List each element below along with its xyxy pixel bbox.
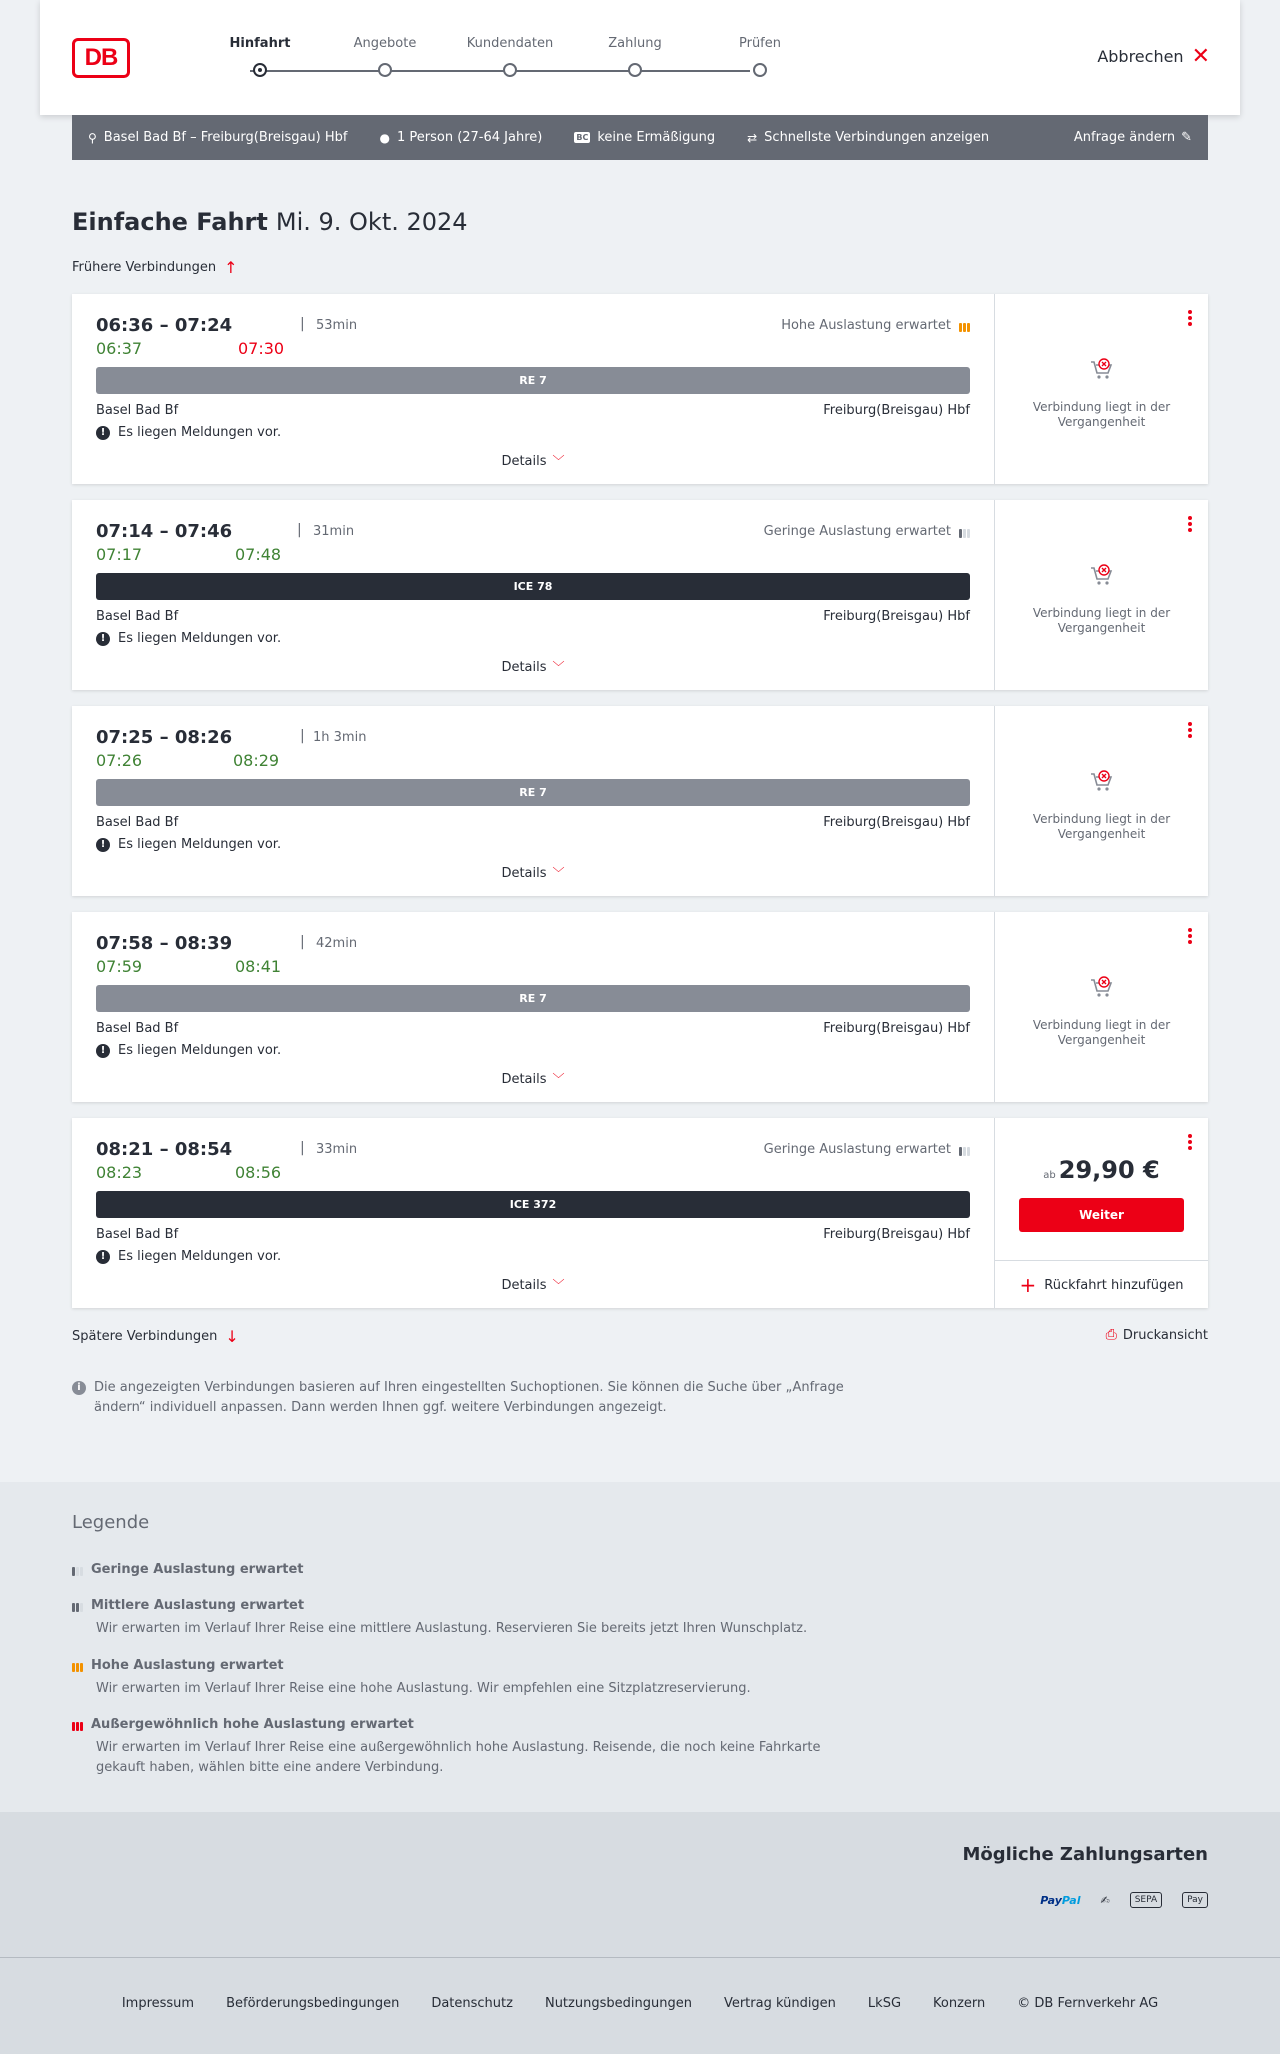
footer-link-konzern[interactable]: Konzern [933, 1996, 986, 2011]
realtime-arrival: 07:30 [238, 339, 285, 358]
notice-text: Es liegen Meldungen vor. [118, 1249, 282, 1264]
destination-station: Freiburg(Breisgau) Hbf [823, 1021, 970, 1036]
legend-item-exceptional [72, 1717, 852, 1778]
alert-icon: ! [96, 1250, 110, 1264]
step-dot [753, 63, 767, 77]
step-kundendaten [450, 36, 570, 51]
separator: | [300, 934, 305, 950]
travel-duration: 42min [316, 936, 358, 951]
scheduled-times: 07:14 – 07:46 [96, 521, 233, 542]
step-angebote [325, 36, 445, 51]
printer-icon: ⎙ [1105, 1327, 1117, 1343]
step-dot [253, 63, 267, 77]
connection-card[interactable] [72, 706, 1208, 896]
travel-duration: 53min [316, 318, 358, 333]
footer-link-vertrag-kuendigen[interactable]: Vertrag kündigen [723, 1996, 836, 2011]
step-pruefen [700, 36, 820, 51]
separator: | [300, 728, 305, 744]
fastest-text: Schnellste Verbindungen anzeigen [764, 130, 990, 145]
apple-pay-label: Pay [1187, 1895, 1203, 1905]
route-summary [88, 130, 347, 145]
details-label: Details [501, 866, 547, 881]
separator: | [300, 1140, 305, 1156]
realtime-departure: 07:26 [96, 751, 143, 770]
apple-pay-icon [1182, 1892, 1208, 1908]
progress-line [250, 70, 750, 72]
price-display [995, 1156, 1208, 1184]
occupancy-high-icon [72, 1660, 83, 1672]
print-view-link[interactable] [1106, 1327, 1208, 1343]
notice [96, 837, 281, 852]
destination-station: Freiburg(Breisgau) Hbf [823, 815, 970, 830]
chevron-down-icon: ﹀ [552, 866, 565, 880]
info-icon: i [72, 1381, 86, 1395]
train-bar: RE 7 [96, 779, 970, 806]
origin-station: Basel Bad Bf [96, 1227, 179, 1242]
footer-links [0, 1996, 1280, 2011]
connection-card[interactable] [72, 1118, 1208, 1308]
info-note [72, 1378, 852, 1418]
destination-station: Freiburg(Breisgau) Hbf [823, 609, 970, 624]
chevron-down-icon: ﹀ [552, 1278, 565, 1292]
close-icon: ✕ [1191, 43, 1210, 69]
scheduled-times: 06:36 – 07:24 [96, 315, 233, 336]
legend-item-title: Mittlere Auslastung erwartet [91, 1598, 305, 1613]
step-dot [503, 63, 517, 77]
travel-duration: 31min [313, 524, 355, 539]
step-hinfahrt[interactable] [200, 36, 320, 51]
offer-panel [995, 1118, 1208, 1308]
plus-icon: + [1019, 1273, 1037, 1297]
connection-details [72, 500, 995, 690]
connection-card[interactable] [72, 294, 1208, 484]
legend-item-text: Wir erwarten im Verlauf Ihrer Reise eine hohe Auslastung. Wir empfehlen eine Sitzplatzreservierung. [96, 1681, 751, 1696]
notice-text: Es liegen Meldungen vor. [118, 837, 282, 852]
origin-station: Basel Bad Bf [96, 1021, 179, 1036]
earlier-connections-link[interactable] [72, 258, 238, 277]
details-toggle[interactable] [72, 1276, 994, 1293]
occupancy-info [764, 1142, 970, 1157]
connection-details [72, 1118, 995, 1308]
footer [0, 1957, 1280, 2054]
notice [96, 425, 281, 440]
step-dot [378, 63, 392, 77]
occupancy-low-icon [959, 1144, 970, 1156]
offer-panel [995, 706, 1208, 896]
occupancy-medium-icon [72, 1600, 83, 1612]
bahncard-icon: BC [576, 133, 589, 142]
realtime-departure: 07:17 [96, 545, 143, 564]
paypal-label-a: Pay [1040, 1893, 1062, 1907]
footer-link-impressum[interactable]: Impressum [121, 1996, 195, 2011]
later-label: Spätere Verbindungen [72, 1329, 218, 1344]
footer-link-befoerderungsbedingungen[interactable]: Beförderungsbedingungen [226, 1996, 400, 2011]
occupancy-low-icon [959, 526, 970, 538]
more-options-icon[interactable] [1188, 1134, 1192, 1152]
separator: | [300, 316, 305, 332]
booking-progress [200, 36, 781, 86]
notice [96, 1043, 281, 1058]
scheduled-times: 07:25 – 08:26 [96, 727, 233, 748]
details-toggle[interactable] [72, 658, 994, 675]
paypal-icon [1040, 1894, 1080, 1907]
destination-station: Freiburg(Breisgau) Hbf [823, 403, 970, 418]
alert-icon: ! [96, 1044, 110, 1058]
legend-item-text: Wir erwarten im Verlauf Ihrer Reise eine außergewöhnlich hohe Auslastung. Reisende, die noch keine Fahrkarte gekauft haben, wählen bitte eine andere Verbindung. [96, 1740, 821, 1775]
step-zahlung [575, 36, 695, 51]
later-connections-link[interactable] [72, 1327, 239, 1346]
route-text: Basel Bad Bf – Freiburg(Breisgau) Hbf [103, 130, 348, 145]
notice-text: Es liegen Meldungen vor. [118, 425, 282, 440]
more-options-icon[interactable] [1188, 722, 1192, 740]
details-label: Details [501, 660, 547, 675]
past-connection-text: Verbindung liegt in der Vergangenheit [1032, 1018, 1171, 1047]
db-logo[interactable]: DB [72, 38, 130, 78]
details-label: Details [501, 1278, 547, 1293]
travel-duration: 1h 3min [313, 730, 367, 745]
more-options-icon[interactable] [1188, 928, 1192, 946]
paypal-label-b: Pal [1061, 1893, 1081, 1907]
offer-panel [995, 294, 1208, 484]
pencil-icon: ✎ [1181, 130, 1192, 145]
legend-title: Legende [72, 1512, 150, 1533]
earlier-label: Frühere Verbindungen [72, 260, 217, 275]
occupancy-text: Geringe Auslastung erwartet [763, 1142, 951, 1157]
persons-text: 1 Person (27-64 Jahre) [396, 130, 543, 145]
more-options-icon[interactable] [1188, 310, 1192, 328]
connection-card[interactable] [72, 500, 1208, 690]
print-label: Druckansicht [1122, 1327, 1208, 1343]
past-connection-text: Verbindung liegt in der Vergangenheit [1032, 812, 1171, 841]
add-return-label: Rückfahrt hinzufügen [1044, 1277, 1184, 1293]
cart-unavailable-icon [1089, 356, 1115, 382]
footer-copyright: © DB Fernverkehr AG [1017, 1996, 1159, 2011]
realtime-arrival: 07:48 [235, 545, 282, 564]
realtime-departure: 08:23 [96, 1163, 143, 1182]
chevron-down-icon: ﹀ [552, 1072, 565, 1086]
occupancy-high-icon [959, 320, 970, 332]
realtime-arrival: 08:41 [235, 957, 282, 976]
payment-methods-section [0, 1812, 1280, 1957]
past-connection-text: Verbindung liegt in der Vergangenheit [1032, 606, 1171, 635]
swap-arrows-icon: ⇄ [747, 130, 758, 145]
offer-panel [995, 912, 1208, 1102]
realtime-departure: 06:37 [96, 339, 143, 358]
occupancy-exceptional-icon [72, 1719, 83, 1731]
step-label: Hinfahrt [229, 36, 291, 51]
price-amount: 29,90 € [1058, 1156, 1160, 1184]
legend-item-low [72, 1562, 852, 1577]
legend-item-text: Wir erwarten im Verlauf Ihrer Reise eine mittlere Auslastung. Reservieren Sie bereits jetzt Ihren Wunschplatz. [96, 1621, 808, 1636]
connection-details [72, 706, 995, 896]
notice-text: Es liegen Meldungen vor. [118, 631, 282, 646]
fastest-summary [747, 130, 989, 145]
details-label: Details [501, 454, 547, 469]
sepa-icon: SEPA [1130, 1892, 1162, 1908]
step-label: Zahlung [608, 36, 662, 51]
continue-button[interactable]: Weiter [1019, 1198, 1184, 1232]
footer-link-nutzungsbedingungen[interactable]: Nutzungsbedingungen [544, 1996, 692, 2011]
legend-section [0, 1482, 1280, 1812]
details-toggle[interactable] [72, 864, 994, 881]
discount-text: keine Ermäßigung [597, 130, 716, 145]
occupancy-low-icon [72, 1564, 83, 1576]
legend-item-title: Geringe Auslastung erwartet [91, 1562, 304, 1577]
occupancy-text: Hohe Auslastung erwartet [781, 318, 951, 333]
legend-item-title: Außergewöhnlich hohe Auslastung erwartet [91, 1717, 414, 1732]
chevron-down-icon: ﹀ [552, 454, 565, 468]
connection-details [72, 912, 995, 1102]
location-pin-icon: ⚲ [88, 130, 97, 145]
connection-card[interactable] [72, 912, 1208, 1102]
alert-icon: ! [96, 632, 110, 646]
train-bar: ICE 78 [96, 573, 970, 600]
cart-unavailable-icon [1089, 768, 1115, 794]
train-bar: RE 7 [96, 985, 970, 1012]
footer-link-datenschutz[interactable]: Datenschutz [431, 1996, 513, 2011]
cancel-button[interactable] [1097, 43, 1210, 69]
scheduled-times: 07:58 – 08:39 [96, 933, 233, 954]
cart-unavailable-icon [1089, 562, 1115, 588]
legend-item-title: Hohe Auslastung erwartet [91, 1658, 284, 1673]
chevron-down-icon: ﹀ [552, 660, 565, 674]
details-toggle[interactable] [72, 1070, 994, 1087]
more-options-icon[interactable] [1188, 516, 1192, 534]
separator: | [297, 522, 302, 538]
realtime-arrival: 08:29 [233, 751, 280, 770]
price-prefix: ab [1043, 1170, 1056, 1181]
destination-station: Freiburg(Breisgau) Hbf [823, 1227, 970, 1242]
occupancy-info [781, 318, 970, 333]
origin-station: Basel Bad Bf [96, 815, 179, 830]
persons-summary [379, 130, 542, 145]
realtime-arrival: 08:56 [235, 1163, 282, 1182]
discount-summary [574, 130, 715, 145]
info-text: Die angezeigten Verbindungen basieren auf Ihren eingestellten Suchoptionen. Sie können die Suche über „Anfrage ändern“ individuell anpassen. Dann werden Ihnen ggf. weitere Verbindungen angezeigt. [94, 1380, 844, 1415]
step-label: Angebote [353, 36, 417, 51]
payment-icons [1040, 1892, 1208, 1908]
details-label: Details [501, 1072, 547, 1087]
arrow-up-icon: ↑ [224, 258, 238, 277]
change-request-label: Anfrage ändern [1073, 130, 1176, 145]
connection-details [72, 294, 995, 484]
details-toggle[interactable] [72, 452, 994, 469]
add-return-trip-button[interactable] [995, 1260, 1208, 1309]
occupancy-text: Geringe Auslastung erwartet [763, 524, 951, 539]
change-request-button[interactable] [1074, 130, 1192, 145]
step-label: Kundendaten [466, 36, 554, 51]
person-icon: ● [379, 130, 390, 145]
notice [96, 631, 281, 646]
search-summary-bar [72, 115, 1208, 160]
cancel-label: Abbrechen [1097, 47, 1184, 66]
occupancy-info [764, 524, 970, 539]
payment-title: Mögliche Zahlungsarten [962, 1844, 1208, 1865]
arrow-down-icon: ↓ [225, 1327, 239, 1346]
notice [96, 1249, 281, 1264]
top-header [40, 0, 1240, 115]
travel-duration: 33min [316, 1142, 358, 1157]
trip-date: Mi. 9. Okt. 2024 [275, 208, 468, 236]
page-title [72, 208, 468, 236]
train-bar: ICE 372 [96, 1191, 970, 1218]
legend-item-high [72, 1658, 852, 1699]
trip-type: Einfache Fahrt [72, 208, 268, 236]
alert-icon: ! [96, 426, 110, 440]
direct-debit-icon: ✍ [1100, 1893, 1110, 1907]
legend-item-medium [72, 1598, 852, 1639]
past-connection-text: Verbindung liegt in der Vergangenheit [1032, 400, 1171, 429]
realtime-departure: 07:59 [96, 957, 143, 976]
step-dot [628, 63, 642, 77]
cart-unavailable-icon [1089, 974, 1115, 1000]
alert-icon: ! [96, 838, 110, 852]
origin-station: Basel Bad Bf [96, 403, 179, 418]
footer-link-lksg[interactable]: LkSG [867, 1996, 902, 2011]
scheduled-times: 08:21 – 08:54 [96, 1139, 233, 1160]
offer-panel [995, 500, 1208, 690]
train-bar: RE 7 [96, 367, 970, 394]
notice-text: Es liegen Meldungen vor. [118, 1043, 282, 1058]
step-label: Prüfen [738, 36, 781, 51]
origin-station: Basel Bad Bf [96, 609, 179, 624]
